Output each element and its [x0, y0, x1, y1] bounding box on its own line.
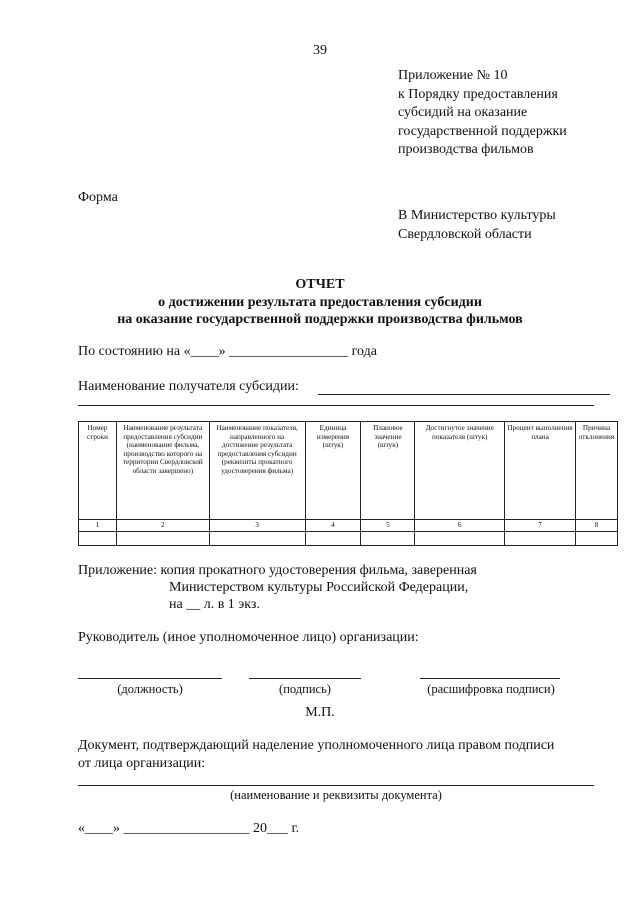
table-header-cell: Номер строки — [79, 422, 117, 520]
form-label: Форма — [78, 190, 118, 205]
position-caption: (должность) — [117, 682, 183, 696]
title-line: на оказание государственной поддержки производства фильмов — [117, 312, 523, 327]
document-fill-line[interactable] — [78, 785, 594, 786]
title-line: о достижении результата предоставления субсидии — [158, 294, 482, 310]
column-number: 4 — [305, 520, 361, 532]
stamp-label: М.П. — [305, 705, 335, 720]
addressee-line: В Министерство культуры — [398, 208, 556, 223]
table-header-cell: Процент выполнения плана — [505, 422, 576, 520]
annex-line: к Порядку предоставления — [398, 86, 558, 102]
attachment-line-2: Министерством культуры Российской Федерации, — [169, 580, 469, 595]
table-header-cell: Достигнутое значение показателя (штук) — [415, 422, 505, 520]
document-line-2: от лица организации: — [78, 756, 206, 771]
table-number-row — [79, 520, 618, 532]
decoding-fill-line[interactable] — [420, 678, 560, 679]
report-table — [78, 421, 618, 546]
page-number: 39 — [313, 43, 327, 58]
table-cell[interactable] — [361, 531, 415, 545]
as-of-line: По состоянию на «____» _________________ года — [78, 344, 377, 359]
annex-line: государственной поддержки — [398, 123, 567, 139]
addressee-block — [398, 207, 556, 244]
table-header-cell: Наименование результата предоставления субсидии (наименование фильма, производство которого на территории Свердловской области завершено) — [116, 422, 209, 520]
table-cell[interactable] — [505, 531, 576, 545]
document-caption: (наименование и реквизиты документа) — [230, 788, 442, 802]
column-number: 5 — [361, 520, 415, 532]
date-line: «____» __________________ 20___ г. — [78, 821, 300, 836]
attachment-line-1: Приложение: копия прокатного удостоверения фильма, заверенная — [78, 563, 477, 578]
column-number: 8 — [575, 520, 617, 532]
document-line-1: Документ, подтверждающий наделение уполномоченного лица правом подписи — [78, 738, 555, 753]
signature-caption: (подпись) — [279, 682, 331, 696]
report-title — [0, 276, 640, 329]
table-cell[interactable] — [209, 531, 305, 545]
table-header-cell: Наименование показателя, направленного на достижение результата предоставления субсидии (реквизиты прокатного удостоверения фильма) — [209, 422, 305, 520]
recipient-fill-line-2[interactable] — [78, 405, 594, 406]
table-cell[interactable] — [116, 531, 209, 545]
table-header-cell: Единица измерения (штук) — [305, 422, 361, 520]
column-number: 1 — [79, 520, 117, 532]
table-cell[interactable] — [305, 531, 361, 545]
signature-fill-line[interactable] — [249, 678, 361, 679]
title-main: ОТЧЕТ — [295, 277, 345, 292]
position-fill-line[interactable] — [78, 678, 222, 679]
annex-line: Приложение № 10 — [398, 68, 508, 83]
column-number: 7 — [505, 520, 576, 532]
column-number: 6 — [415, 520, 505, 532]
table-header-row — [79, 422, 618, 520]
decoding-caption: (расшифровка подписи) — [427, 682, 555, 696]
column-number: 3 — [209, 520, 305, 532]
annex-line: производства фильмов — [398, 142, 534, 157]
table-cell[interactable] — [575, 531, 617, 545]
annex-block — [398, 67, 567, 160]
table-cell[interactable] — [415, 531, 505, 545]
column-number: 2 — [116, 520, 209, 532]
table-row[interactable] — [79, 531, 618, 545]
table-cell[interactable] — [79, 531, 117, 545]
table-header-cell: Причина отклонения — [575, 422, 617, 520]
recipient-label: Наименование получателя субсидии: — [78, 379, 299, 394]
attachment-line-3: на __ л. в 1 экз. — [169, 597, 260, 612]
table-header-cell: Плановое значение (штук) — [361, 422, 415, 520]
addressee-line: Свердловской области — [398, 226, 532, 242]
annex-line: субсидий на оказание — [398, 105, 528, 120]
recipient-fill-line[interactable] — [318, 394, 610, 395]
head-label: Руководитель (иное уполномоченное лицо) организации: — [78, 630, 419, 645]
